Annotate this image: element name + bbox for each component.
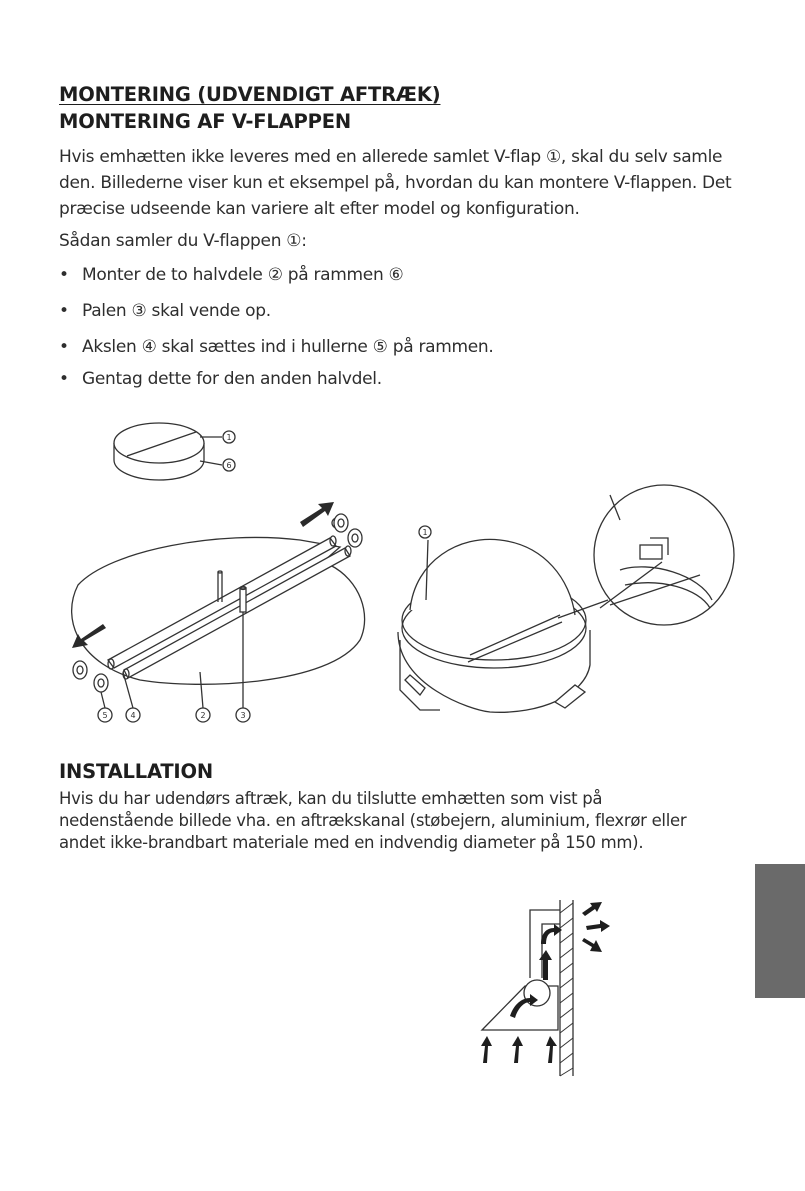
detail-zoom-illustration [594,485,734,625]
subsection-heading: MONTERING AF V-FLAPPEN [59,110,351,133]
arrow-right-icon [300,502,334,527]
installation-line-2: nedenstående billede vha. en aftrækskanal (støbejern, aluminium, flexrør eller [59,811,687,830]
wall-illustration [560,900,573,1076]
arrow-out-icon [582,938,602,952]
exhaust-diagram [470,888,620,1083]
arrow-up-icon [512,1036,523,1063]
callout-label-frame: 6 [226,461,232,470]
installation-line-1: Hvis du har udendørs aftræk, kan du tilslutte emhætten som vist på [59,789,603,808]
arrow-out-icon [586,920,610,932]
callout-label-assembled: 1 [422,528,428,537]
intro-line-2: den. Billederne viser kun et eksempel på, hvordan du kan montere V-flappen. Det [59,173,732,193]
callout-label-shaft: 4 [130,711,136,720]
arrow-up-icon [539,950,552,980]
callout-label-half: 2 [200,711,206,720]
arrow-up-icon [481,1036,492,1063]
callout-label-pin: 3 [240,711,246,720]
v-flap-assembly-figure [0,410,805,730]
arrow-up-icon [546,1036,557,1063]
step-list [59,262,494,392]
step-item: • Gentag dette for den anden halvdel. [59,366,494,392]
callout-label-hole: 5 [102,711,108,720]
installation-line-3: andet ikke-brandbart materiale med en indvendig diameter på 150 mm). [59,833,644,852]
intro-paragraph [59,144,759,222]
arrow-out-icon [582,902,602,916]
callout-label-flap: 1 [226,433,232,442]
intro-line-3: præcise udseende kan variere alt efter model og konfiguration. [59,199,580,219]
assembled-flap-illustration [398,539,608,712]
step-item: • Palen ③ skal vende op. [59,298,494,324]
frame-ring-illustration [114,423,222,480]
step-item: • Monter de to halvdele ② på rammen ⑥ [59,262,494,288]
installation-heading: INSTALLATION [59,760,213,783]
assemble-lead: Sådan samler du V-flappen ①: [59,231,307,251]
section-tab [755,864,805,998]
installation-paragraph [59,788,759,854]
arrow-curve-icon [541,924,562,944]
intro-line-1: Hvis emhætten ikke leveres med en allerede samlet V-flap ①, skal du selv samle [59,147,723,167]
step-item: • Akslen ④ skal sættes ind i hullerne ⑤ på rammen. [59,334,494,360]
section-heading: MONTERING (UDVENDIGT AFTRÆK) [59,83,441,106]
